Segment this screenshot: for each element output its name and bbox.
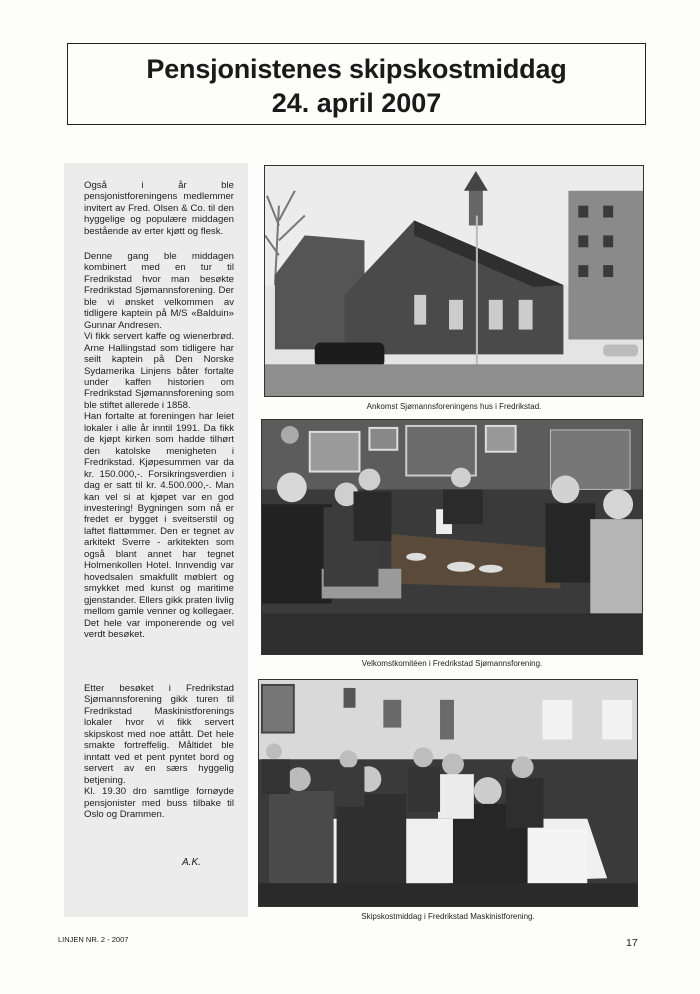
article-text-column [64,163,248,917]
article-title: Pensjonistenes skipskostmiddag [146,54,567,84]
article-paragraph-2: Denne gang ble middagen kombinert med en tur til Fredrikstad hvor man besøkte Fredrikstad Sjømannsforening. Der ble vi ønsket velkommen av tidligere kaptein på M/S «Balduin» Gunnar Andresen. Vi fikk servert kaffe og wienerbrød. Arne Hallingstad som tidligere har seilt kaptein på Den Norske Sydamerika Linjens båter fortalte under kaffen historien om Fredrikstad Sjømannsforening som ble stiftet allerede i 1858. Han fortalte at foreningen har leiet lokaler i alle år inntil 1991. Da fikk de kjøpt kirken som hadde tilhørt den katolske menigheten i Fredrikstad. Kjøpesummen var da kr. 150.000,-. Forsikringsverdien i dag er satt til kr. 4.500.000,-. Man kan vel si at kjøpet var en god investering! Bygningen som nå er fredet er bygget i sveitserstil og laftet flattømmer. Den er tegnet av arkitekt Sverre - arkitekten som også blant annet har tegnet Holmenkollen Hotel. Innvendig var hovedsalen smakfullt møblert og smykket med kunst og maritime gjenstander. Ellers gikk praten livlig mellom gamle venner og kollegaer. Det hele var imponerende og vel verdt besøket. [84,251,234,640]
author-signature: A.K. [182,857,201,868]
photo-caption-3: Skipskostmiddag i Fredrikstad Maskinistforening. [361,912,535,921]
photo-skipskostmiddag [258,679,638,907]
publication-footer: LINJEN NR. 2 - 2007 [58,935,129,944]
page-number: 17 [626,937,638,949]
photo-caption-2: Velkomstkomitéen i Fredrikstad Sjømannsforening. [361,659,543,668]
article-date: 24. april 2007 [271,88,442,118]
photo-sjomannsforening-building [264,165,644,397]
photo-caption-1: Ankomst Sjømannsforeningens hus i Fredrikstad. [366,402,542,411]
title-box [67,43,646,125]
photo-velkomstkomiteen [261,419,643,655]
article-paragraph-1: Også i år ble pensjonistforeningens medlemmer invitert av Fred. Olsen & Co. til den hyggelige og populære middagen bestående av erter kjøtt og flesk. [84,180,234,237]
article-paragraph-3: Etter besøket i Fredrikstad Sjømannsforening gikk turen til Fredrikstad Maskinistforenings lokaler hvor vi fikk servert skipskost med noe attått. Det hele smakte fortreffelig. Måltidet ble inntatt ved et pent pyntet bord og servert av en særs hyggelig betjening. Kl. 19.30 dro samtlige fornøyde pensjonister med buss tilbake til Oslo og Drammen. [84,683,234,820]
